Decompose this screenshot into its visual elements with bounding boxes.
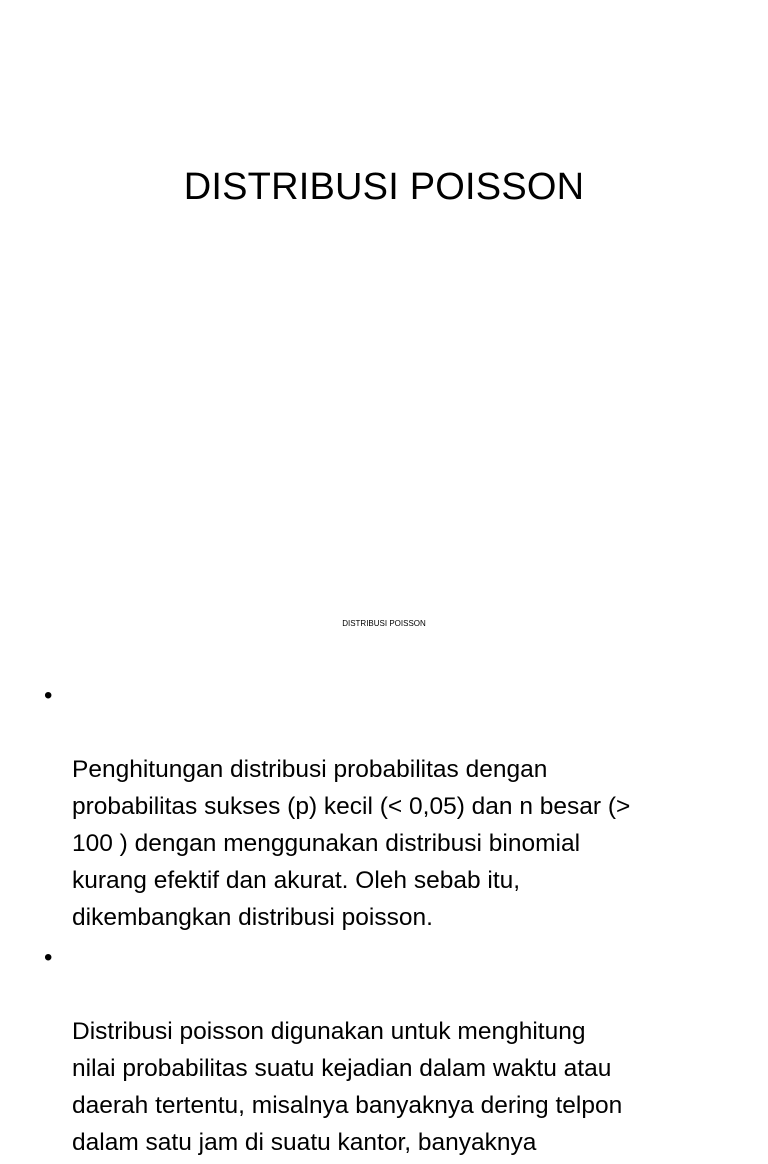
bullet-icon: • — [44, 944, 53, 971]
bullet-text: Distribusi poisson digunakan untuk menghitung nilai probabilitas suatu kejadian dalam waktu atau daerah tertentu, misalnya banyaknya dering telpon dalam satu jam di suatu kantor, banyaknya — [72, 1018, 623, 1156]
bullet-text: Penghitungan distribusi probabilitas dengan probabilitas sukses (p) kecil (< 0,05) dan n besar (> 100 ) dengan menggunakan distribusi binomial kurang efektif dan akurat. Oleh sebab itu, dikembangkan distribusi poisson. — [72, 756, 631, 931]
slide-title: DISTRIBUSI POISSON — [183, 166, 585, 208]
bullet-item — [44, 677, 744, 936]
bullet-icon: • — [44, 682, 53, 709]
bullet-item — [44, 939, 744, 1161]
bullet-list — [44, 677, 744, 1164]
slide-caption: DISTRIBUSI POISSON — [342, 619, 426, 628]
